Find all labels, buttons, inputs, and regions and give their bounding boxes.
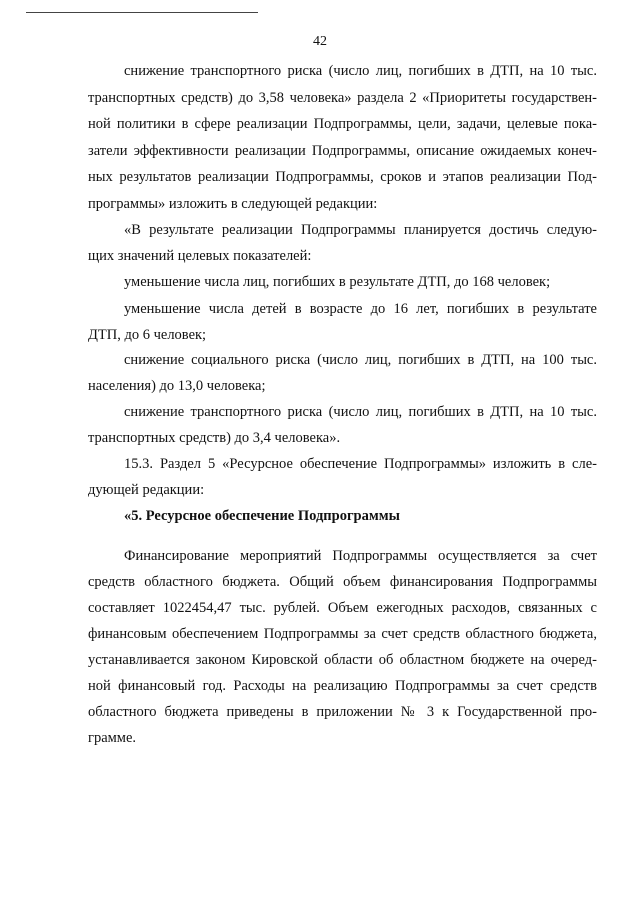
text-line: программы» изложить в следующей редакции: (88, 196, 378, 212)
text-line: уменьшение числа детей в возрасте до 16 лет, погибших в результате (124, 301, 597, 317)
text-line: Финансирование мероприятий Подпрограммы осуществляется за счет (124, 548, 597, 564)
section-heading: «5. Ресурсное обеспечение Подпрограммы (124, 508, 400, 524)
text-line: ной политики в сфере реализации Подпрограммы, цели, задачи, целевые пока- (88, 116, 597, 132)
page-number: 42 (313, 34, 327, 49)
text-line: транспортных средств) до 3,4 человека». (88, 430, 341, 446)
text-line: средств областного бюджета. Общий объем финансирования Подпрограммы (88, 574, 597, 590)
text-line: ной финансовый год. Расходы на реализацию Подпрограммы за счет средств (88, 678, 597, 694)
text-line: дующей редакции: (88, 482, 205, 498)
text-line: уменьшение числа лиц, погибших в результате ДТП, до 168 человек; (124, 274, 551, 290)
text-line: устанавливается законом Кировской области об областном бюджете на очеред- (88, 652, 597, 668)
text-line: снижение транспортного риска (число лиц, погибших в ДТП, на 10 тыс. (124, 63, 597, 79)
text-line: финансовым обеспечением Подпрограммы за счет средств областного бюджета, (88, 626, 597, 642)
text-line: областного бюджета приведены в приложении № 3 к Государственной про- (88, 704, 597, 720)
text-line: составляет 1022454,47 тыс. рублей. Объем ежегодных расходов, связанных с (88, 600, 597, 616)
text-line: снижение социального риска (число лиц, погибших в ДТП, на 100 тыс. (124, 352, 597, 368)
text-line: 15.3. Раздел 5 «Ресурсное обеспечение Подпрограммы» изложить в сле- (124, 456, 597, 472)
text-line: ДТП, до 6 человек; (88, 327, 207, 343)
text-line: щих значений целевых показателей: (88, 248, 312, 264)
header-rule (26, 12, 258, 13)
text-line: транспортных средств) до 3,58 человека» раздела 2 «Приоритеты государствен- (88, 90, 597, 106)
text-line: грамме. (88, 730, 137, 746)
text-line: населения) до 13,0 человека; (88, 378, 266, 394)
text-line: снижение транспортного риска (число лиц, погибших в ДТП, на 10 тыс. (124, 404, 597, 420)
text-line: «В результате реализации Подпрограммы планируется достичь следую- (124, 222, 597, 238)
text-line: ных результатов реализации Подпрограммы, сроков и этапов реализации Под- (88, 169, 597, 185)
text-line: затели эффективности реализации Подпрограммы, описание ожидаемых конеч- (88, 143, 597, 159)
